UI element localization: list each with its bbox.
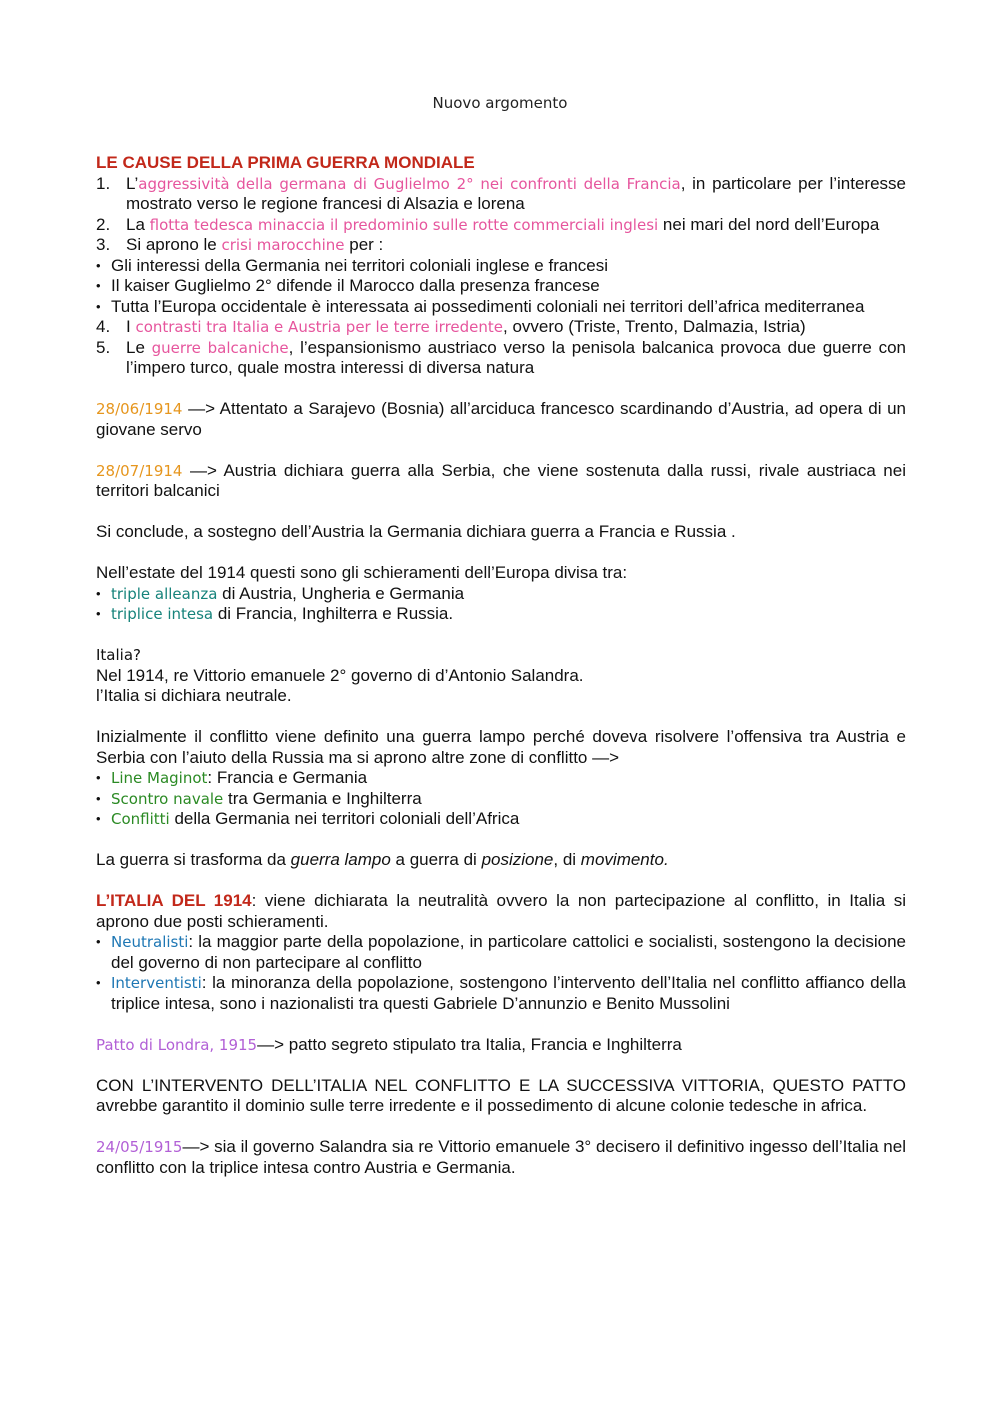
highlight-text: crisi marocchine [221, 236, 345, 254]
event-date: 28/07/1914 [96, 461, 183, 480]
zone-text: : Francia e Germania [207, 768, 368, 787]
list-item [96, 235, 906, 256]
list-number: 1. [96, 173, 111, 193]
event-war-declaration [96, 461, 906, 502]
list-item [96, 174, 906, 215]
patto-paragraph [96, 1035, 906, 1056]
list-item [96, 973, 906, 1014]
conflict-zones-list [96, 768, 906, 830]
item-text: I [126, 317, 136, 336]
crisis-bullets [96, 256, 906, 318]
document-body [96, 153, 906, 1178]
list-number: 5. [96, 337, 111, 357]
event-text: —> Austria dichiara guerra alla Serbia, che viene sostenuta dalla russi, rivale austriaca nei territori balcanici [96, 460, 906, 500]
event-date: 24/05/1915 [96, 1138, 183, 1156]
emphasis: guerra lampo [290, 850, 391, 869]
list-number: 2. [96, 214, 111, 234]
text-part: La guerra si trasforma da [96, 850, 291, 869]
list-item [96, 768, 906, 789]
alliance-text: di Austria, Ungheria e Germania [217, 583, 465, 603]
text-part: : viene dichiarata la neutralità ovvero la non partecipazione al conflitto, in Italia si aprono due posti schieramenti. [96, 891, 906, 931]
italia-1914-heading: L’ITALIA DEL 1914 [96, 891, 252, 910]
highlight-text: aggressività della germana di Guglielmo 2° nei confronti della Francia [138, 174, 681, 193]
event-text: —> Attentato a Sarajevo (Bosnia) all’arciduca francesco scardinando d’Austria, ad opera di un giovane servo [96, 399, 906, 439]
alliance-text: di Francia, Inghilterra e Russia. [213, 604, 454, 623]
highlight-text: guerre balcaniche [151, 338, 289, 357]
event-text: —> sia il governo Salandra sia re Vittorio emanuele 3° decisero il definitivo ingesso dell’Italia nel conflitto con la triplice intesa contro Austria e Germania. [96, 1137, 906, 1177]
italy-line: Nel 1914, re Vittorio emanuele 2° governo di d’Antonio Salandra. [96, 665, 584, 685]
item-text: , ovvero (Triste, Trento, Dalmazia, Istria) [503, 317, 806, 336]
causes-list-continued [96, 317, 906, 379]
list-item [96, 215, 906, 236]
war-type-paragraph [96, 850, 906, 871]
event-italy-entry [96, 1137, 906, 1178]
caps-paragraph: CON L’INTERVENTO DELL’ITALIA NEL CONFLITTO E LA SUCCESSIVA VITTORIA, QUESTO PATTO avrebbe garantito il dominio sulle terre irredente e il possedimento di alcune colonie tedesche in africa. [96, 1075, 906, 1115]
conflict-intro: Inizialmente il conflitto viene definito una guerra lampo perché doveva risolvere l’offensiva tra Austria e Serbia con l’aiuto della Russia ma si aprono altre zone di conflitto —> [96, 727, 906, 767]
item-text: Si aprono le [126, 235, 222, 254]
list-item: • Gli interessi della Germania nei territori coloniali inglese e francesi [96, 256, 906, 277]
item-text: , in particolare per l’interesse mostrato verso le regione francesi di Alsazia e lorena [126, 173, 907, 213]
emphasis: movimento. [580, 850, 669, 869]
highlight-text: contrasti tra Italia e Austria per le terre irredente [135, 318, 504, 336]
causes-list [96, 174, 906, 256]
text-part: a guerra di [390, 850, 482, 869]
patto-label: Patto di Londra, 1915 [96, 1035, 258, 1054]
zone-text: tra Germania e Inghilterra [223, 788, 422, 808]
faction-text: : la maggior parte della popolazione, in particolare cattolici e socialisti, sostengono la decisione del governo di non partecipare al conflitto [111, 932, 906, 972]
italy-line: l’Italia si dichiara neutrale. [96, 686, 292, 705]
item-text: La [126, 214, 150, 234]
alliances-list [96, 584, 906, 625]
item-text: , l’espansionismo austriaco verso la penisola balcanica provoca due guerre con l’impero turco, quale mostra interessi di diversa natura [126, 337, 906, 377]
highlight-text: flotta tedesca minaccia il predominio sulle rotte commerciali inglesi [149, 215, 659, 234]
emphasis: posizione [481, 850, 554, 869]
list-item: • Tutta l’Europa occidentale è interessata ai possedimenti coloniali nei territori dell’africa mediterranea [96, 297, 906, 318]
alliance-label: triplice intesa [111, 605, 214, 623]
list-item [96, 932, 906, 973]
zone-label: Line Maginot [111, 769, 208, 787]
list-item [96, 809, 906, 830]
faction-label: Interventisti [111, 974, 202, 992]
zone-text: della Germania nei territori coloniali dell’Africa [169, 809, 520, 828]
italia-1914-paragraph [96, 891, 906, 932]
list-item: • Il kaiser Guglielmo 2° difende il Marocco dalla presenza francese [96, 276, 906, 297]
event-sarajevo [96, 399, 906, 440]
italy-label: Italia? [96, 646, 141, 664]
list-item [96, 604, 906, 625]
list-number: 4. [96, 317, 111, 336]
factions-list [96, 932, 906, 1014]
item-text: per : [344, 235, 384, 254]
list-item [96, 317, 906, 338]
document-title: Nuovo argomento [432, 94, 568, 112]
causes-heading: LE CAUSE DELLA PRIMA GUERRA MONDIALE [96, 153, 475, 172]
zone-label: Conflitti [111, 810, 170, 828]
faction-text: : la minoranza della popolazione, sostengono l’intervento dell’Italia nel conflitto affianco della triplice intesa, sono i nazionalisti tra questi Gabriele D’annunzio e Benito Mussolini [111, 973, 906, 1013]
zone-label: Scontro navale [111, 789, 224, 808]
alliances-intro: Nell’estate del 1914 questi sono gli schieramenti dell’Europa divisa tra: [96, 563, 628, 582]
alliance-label: triple alleanza [111, 584, 218, 603]
list-item [96, 789, 906, 810]
event-date: 28/06/1914 [96, 400, 183, 418]
faction-label: Neutralisti [111, 933, 189, 951]
patto-text: —> patto segreto stipulato tra Italia, Francia e Inghilterra [257, 1034, 682, 1054]
list-number: 3. [96, 235, 111, 254]
item-text: Le [126, 337, 152, 357]
list-item [96, 584, 906, 605]
text-part: , di [553, 850, 581, 869]
conclusion-paragraph: Si conclude, a sostegno dell’Austria la Germania dichiara guerra a Francia e Russia . [96, 522, 736, 541]
item-text: L’ [126, 173, 139, 193]
item-text: nei mari del nord dell’Europa [658, 214, 880, 234]
list-item [96, 338, 906, 379]
